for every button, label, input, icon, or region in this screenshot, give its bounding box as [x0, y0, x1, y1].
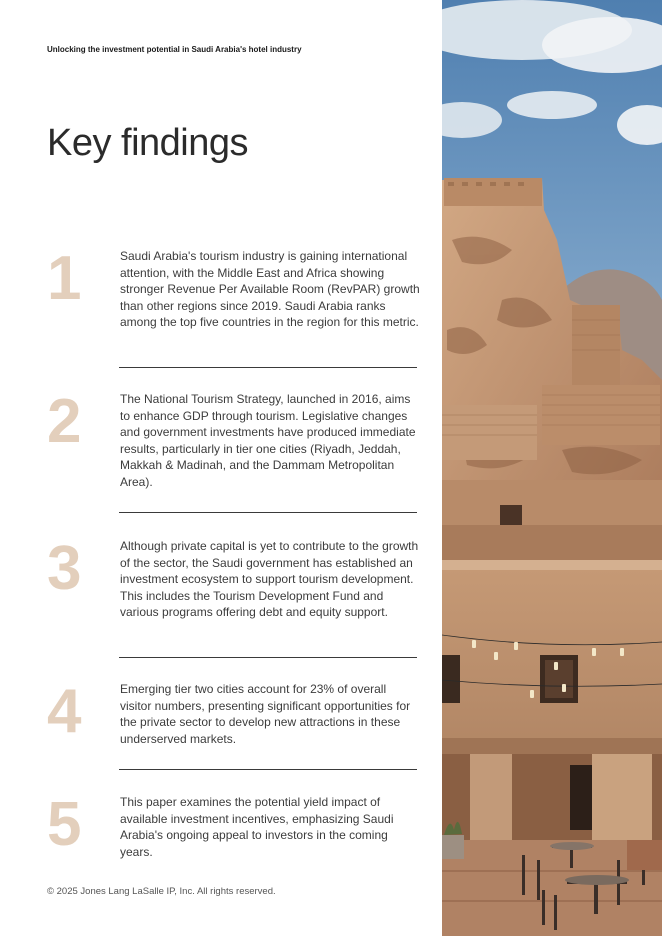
finding-number: 5 [47, 790, 82, 859]
page-title: Key findings [47, 122, 249, 164]
finding-text: This paper examines the potential yield impact of available investment incentives, emphasizing Saudi Arabia's ongoing appeal to investors in the coming years. [120, 795, 394, 859]
finding-text: Although private capital is yet to contribute to the growth of the sector, the Saudi government has established an investment ecosystem to support tourism development. This includes the Tourism Development Fund and various programs offering debt and equity support. [120, 539, 419, 620]
desert-village-photo-icon [442, 0, 662, 936]
finding-text: Emerging tier two cities account for 23% of overall visitor numbers, presenting significant opportunities for the private sector to develop new attractions in these underserved markets. [120, 682, 411, 746]
finding-text: Saudi Arabia's tourism industry is gaining international attention, with the Middle East and Africa showing stronger Revenue Per Available Room (RevPAR) growth than other regions since 2019. Saudi Arabia ranks among the top five countries in the region for this metric. [120, 249, 420, 330]
divider [119, 367, 417, 368]
finding-number: 4 [47, 677, 82, 746]
finding-number: 2 [47, 387, 82, 456]
copyright-footer: © 2025 Jones Lang LaSalle IP, Inc. All rights reserved. [47, 886, 276, 897]
divider [119, 769, 417, 770]
divider [119, 657, 417, 658]
finding-number: 1 [47, 244, 82, 313]
running-header: Unlocking the investment potential in Saudi Arabia's hotel industry [47, 45, 302, 54]
finding-number: 3 [47, 534, 82, 603]
divider [119, 512, 417, 513]
finding-text: The National Tourism Strategy, launched in 2016, aims to enhance GDP through tourism. Legislative changes and government investments have produced immediate results, particularly in tier one cities (Riyadh, Jeddah, Makkah & Madinah, and the Dammam Metropolitan Area). [120, 392, 416, 489]
